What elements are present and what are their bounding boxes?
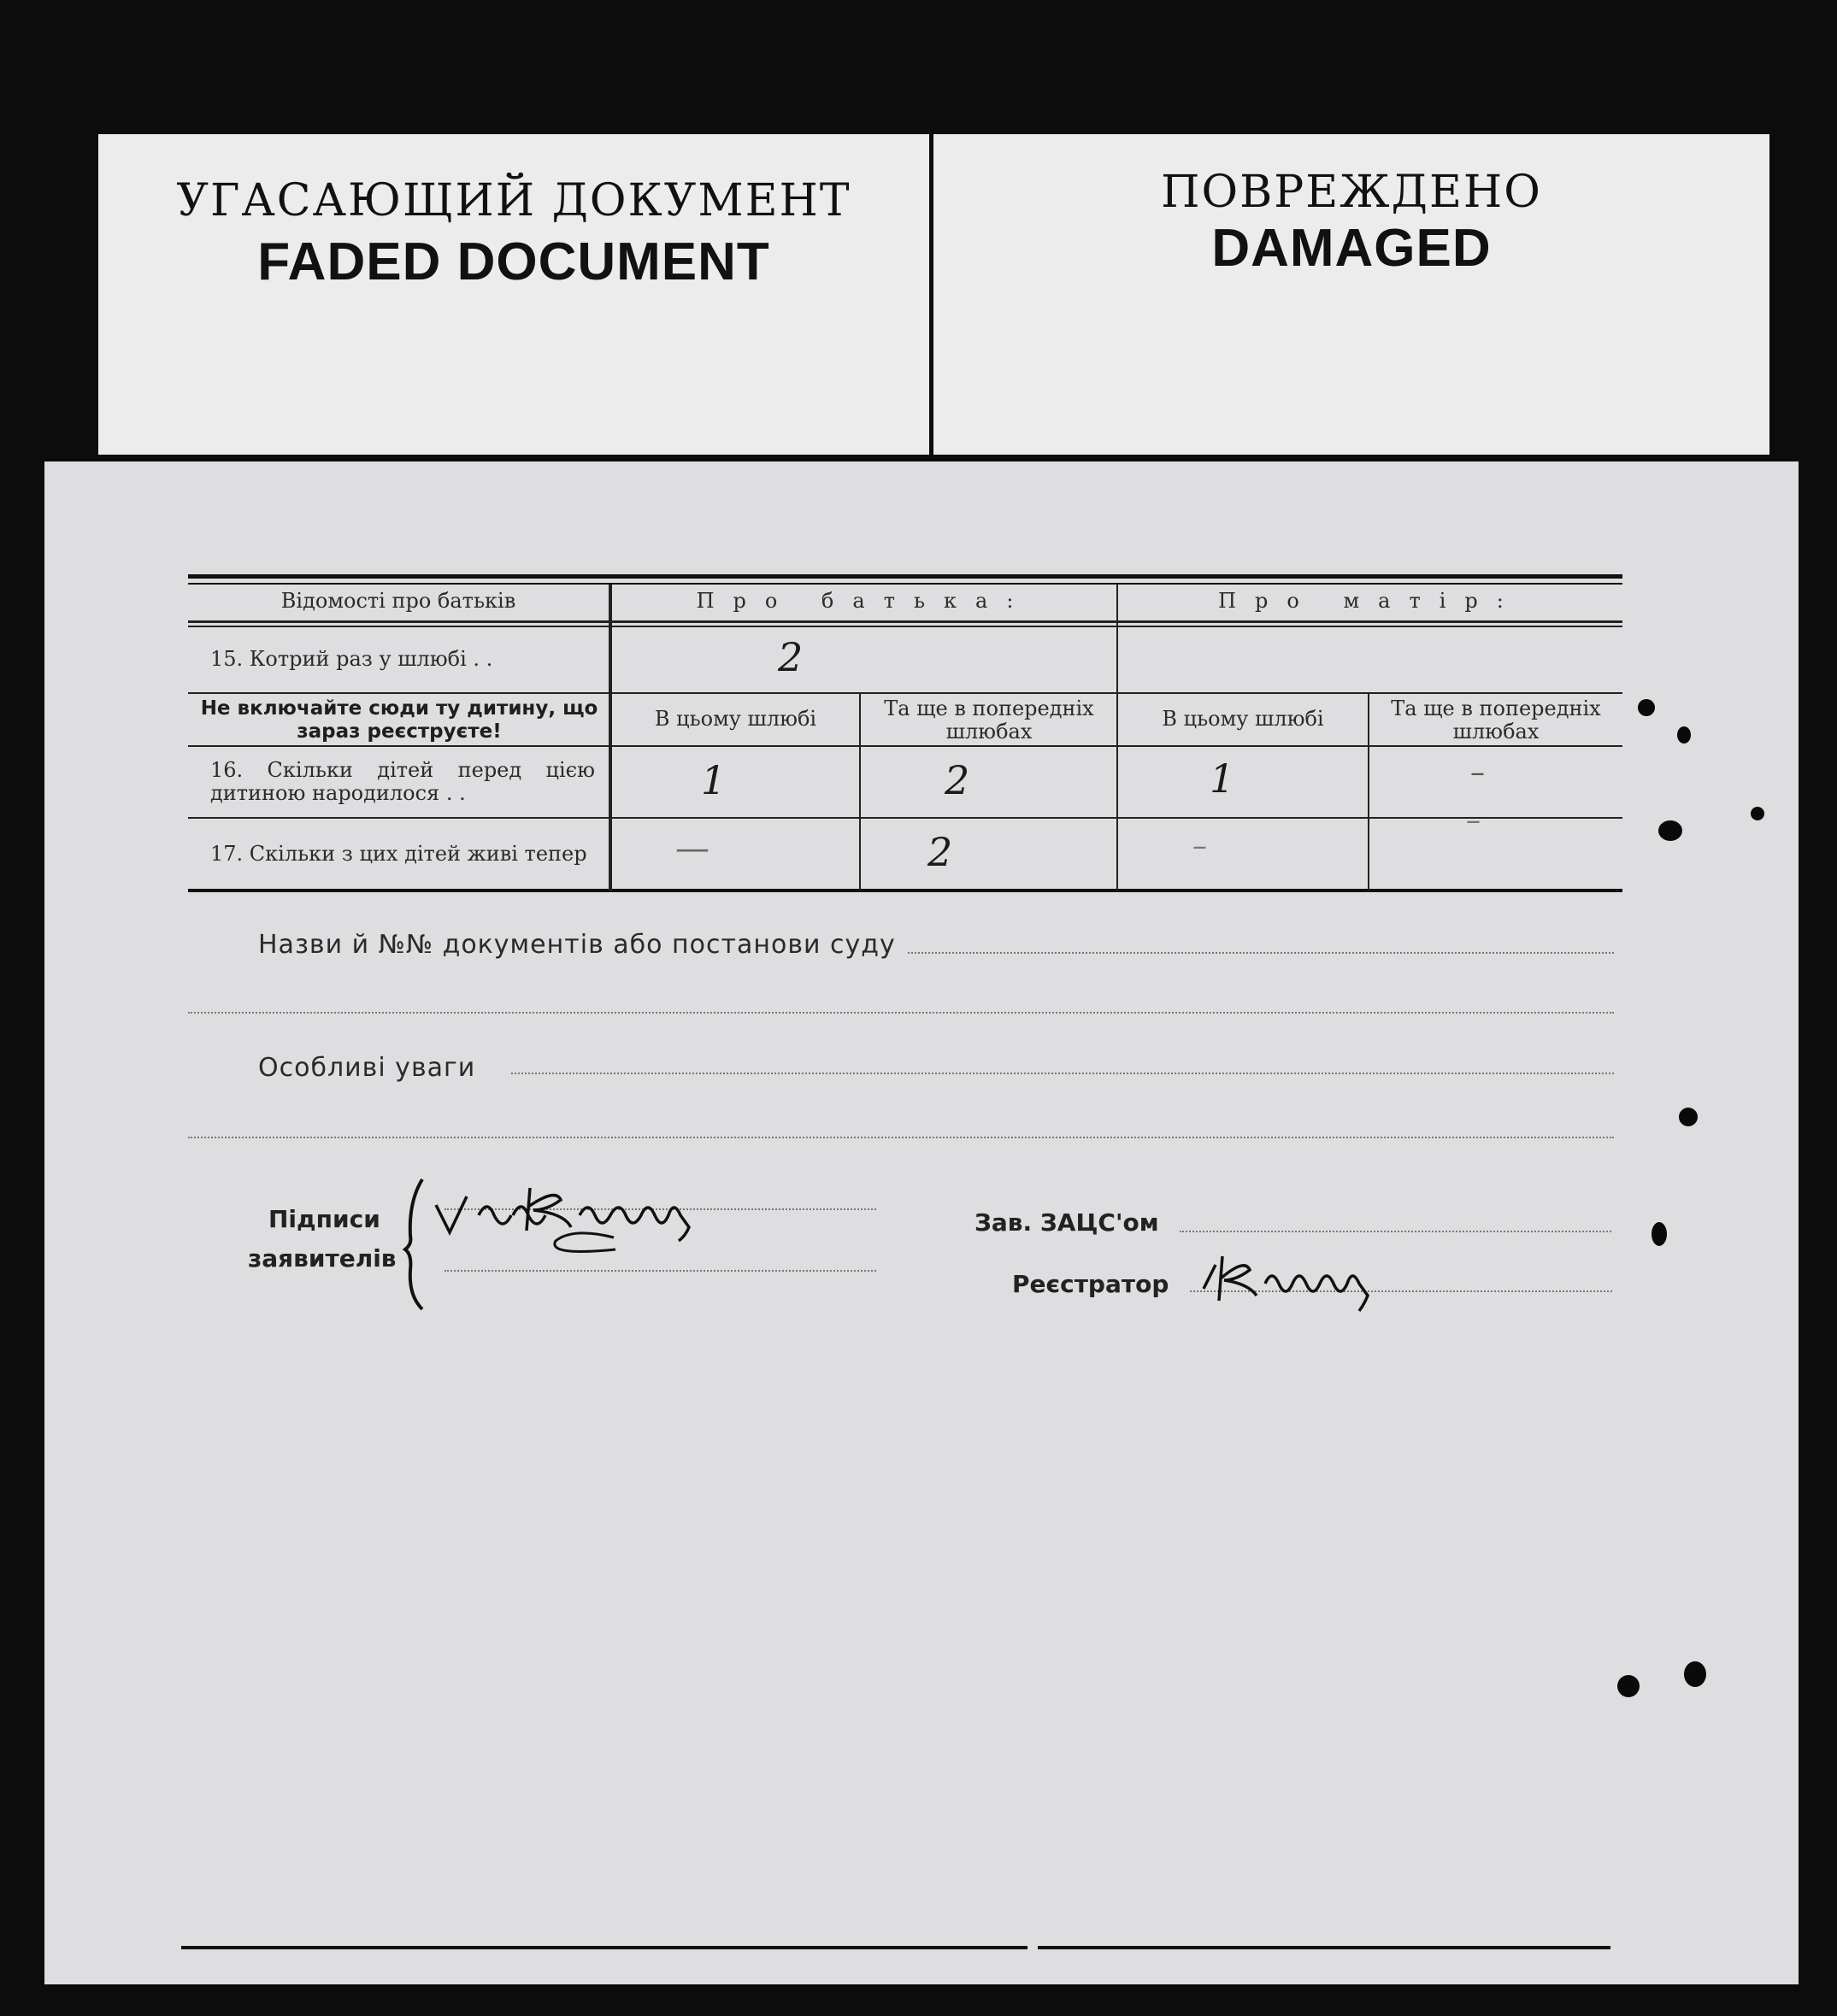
- row15-father-value: 2: [778, 634, 804, 680]
- row17-father-prev: 2: [927, 829, 953, 875]
- row16-bottom-rule: [188, 817, 1622, 819]
- registrar-signature: [1197, 1239, 1436, 1325]
- applicants-brace: [402, 1176, 427, 1313]
- documents-label: Назви й №№ документів або постанови суду: [258, 930, 896, 960]
- applicants-label-2: заявителів: [248, 1244, 397, 1272]
- registrar-label: Реєстратор: [1012, 1270, 1169, 1298]
- damage-hole: [1677, 726, 1691, 744]
- documents-line-1: [908, 952, 1614, 954]
- subheader-mother-prev: Та ще в попередніх шлюбах: [1391, 696, 1601, 744]
- subheader-bottom-rule: [188, 745, 1622, 747]
- col-divider-1: [609, 585, 612, 890]
- row16-father-this: 1: [701, 757, 727, 803]
- damaged-card-ru-text: ПОВРЕЖДЕНО: [1161, 167, 1542, 218]
- row16-label: 16. Скільки дітей перед цією дитиною народилося . .: [210, 758, 595, 805]
- faded-card-en-text: FADED DOCUMENT: [257, 232, 770, 291]
- header-father: Про батька:: [696, 589, 1033, 613]
- col-divider-3: [859, 694, 861, 890]
- damage-hole: [1751, 807, 1764, 820]
- subheader-father-this: В цьому шлюбі: [654, 707, 817, 731]
- row16-mother-this: 1: [1210, 755, 1235, 802]
- subheader-father-prev: Та ще в попередніх шлюбах: [884, 696, 1094, 744]
- row15-bottom-rule: [188, 692, 1622, 694]
- applicants-label-1: Підписи: [268, 1205, 380, 1233]
- damage-hole: [1684, 1661, 1706, 1687]
- documents-line-2: [188, 1012, 1614, 1014]
- table-bottom-rule: [188, 889, 1622, 892]
- row17-label: 17. Скільки з цих дітей живі тепер: [210, 842, 587, 866]
- damage-hole: [1679, 1108, 1698, 1126]
- row17-mother-prev: –: [1466, 803, 1481, 838]
- row17-mother-this: –: [1192, 829, 1207, 863]
- row16-father-prev: 2: [945, 757, 970, 803]
- col-divider-2: [1116, 585, 1118, 890]
- bottom-rule-right: [1038, 1946, 1610, 1949]
- damaged-card-en-text: DAMAGED: [1211, 219, 1492, 278]
- damage-hole: [1638, 699, 1655, 716]
- damage-hole: [1652, 1222, 1667, 1246]
- header-bottom-rule-2: [188, 626, 1622, 627]
- applicant-signature: [427, 1171, 718, 1265]
- header-parents-info: Відомості про батьків: [280, 589, 516, 613]
- damage-hole: [1617, 1675, 1640, 1697]
- head-label: Зав. ЗАЦС'ом: [974, 1208, 1159, 1237]
- row16-mother-prev: –: [1470, 755, 1485, 790]
- remarks-line-1: [511, 1073, 1614, 1074]
- remarks-label: Особливі уваги: [258, 1053, 476, 1083]
- bottom-rule-left: [181, 1946, 1027, 1949]
- exclusion-note: Не включайте сюди ту дитину, що зараз реєструєте!: [200, 697, 598, 743]
- header-bottom-rule: [188, 620, 1622, 623]
- head-sign-line: [1180, 1231, 1611, 1232]
- remarks-line-2: [188, 1137, 1614, 1138]
- faded-document-card: [98, 134, 929, 455]
- applicant-sign-line-2: [445, 1270, 876, 1272]
- table-top-rule-thin: [188, 583, 1622, 585]
- row15-label: 15. Котрий раз у шлюбі . .: [210, 647, 493, 671]
- damaged-document-card: [933, 134, 1769, 455]
- header-mother: Про матір:: [1218, 589, 1522, 613]
- subheader-mother-this: В цьому шлюбі: [1162, 707, 1324, 731]
- faded-card-ru-text: УГАСАЮЩИЙ ДОКУМЕНТ: [176, 175, 851, 226]
- row17-father-this: —: [675, 829, 709, 868]
- damage-hole: [1658, 820, 1682, 841]
- table-top-rule: [188, 574, 1622, 579]
